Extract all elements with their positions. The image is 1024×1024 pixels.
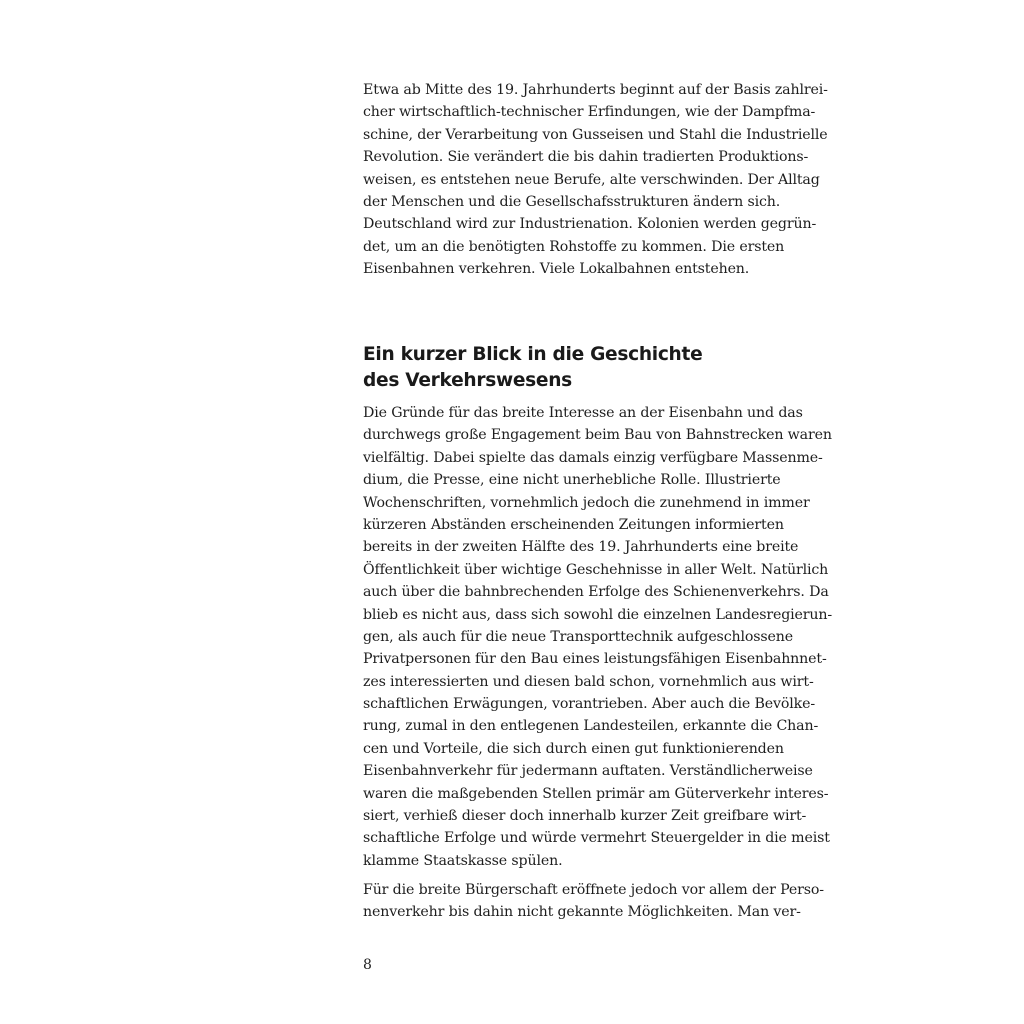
intro-paragraph	[363, 79, 828, 281]
text-line: Eisenbahnverkehr für jedermann auftaten. Verständlicherweise	[363, 763, 813, 780]
text-line: blieb es nicht aus, dass sich sowohl die einzelnen Landesregierun-	[363, 606, 833, 623]
text-line: rung, zumal in den entlegenen Landesteilen, erkannte die Chan-	[363, 718, 819, 735]
text-line: nenverkehr bis dahin nicht gekannte Möglichkeiten. Man ver-	[363, 904, 801, 921]
page-number: 8	[363, 957, 372, 973]
text-line: Eisenbahnen verkehren. Viele Lokalbahnen entstehen.	[363, 261, 750, 278]
text-line: weisen, es entstehen neue Berufe, alte verschwinden. Der Alltag	[363, 171, 820, 188]
text-line: dium, die Presse, eine nicht unerhebliche Rolle. Illustrierte	[363, 472, 781, 489]
text-line: zes interessierten und diesen bald schon, vornehmlich aus wirt-	[363, 673, 814, 690]
heading-line: Ein kurzer Blick in die Geschichte	[363, 344, 703, 365]
section-heading	[363, 342, 793, 394]
text-line: auch über die bahnbrechenden Erfolge des Schienenverkehrs. Da	[363, 584, 829, 601]
text-line: siert, verhieß dieser doch innerhalb kurzer Zeit greifbare wirt-	[363, 808, 807, 825]
text-line: bereits in der zweiten Hälfte des 19. Jahrhunderts eine breite	[363, 539, 799, 556]
text-line: cher wirtschaftlich-technischer Erfindungen, wie der Dampfma-	[363, 104, 816, 121]
text-line: durchwegs große Engagement beim Bau von Bahnstrecken waren	[363, 427, 832, 444]
text-line: cen und Vorteile, die sich durch einen gut funktionierenden	[363, 740, 784, 757]
text-line: kürzeren Abständen erscheinenden Zeitungen informierten	[363, 516, 784, 533]
text-line: vielfältig. Dabei spielte das damals einzig verfügbare Massenme-	[363, 449, 823, 466]
text-line: Etwa ab Mitte des 19. Jahrhunderts beginnt auf der Basis zahlrei-	[363, 82, 828, 98]
heading-line: des Verkehrswesens	[363, 370, 572, 391]
text-line: Für die breite Bürgerschaft eröffnete jedoch vor allem der Perso-	[363, 882, 824, 898]
text-line: det, um an die benötigten Rohstoffe zu kommen. Die ersten	[363, 238, 785, 255]
text-line: schine, der Verarbeitung von Gusseisen und Stahl die Industrielle	[363, 126, 828, 143]
body-paragraph-passenger-traffic	[363, 879, 824, 924]
text-line: Die Gründe für das breite Interesse an der Eisenbahn und das	[363, 405, 803, 421]
text-line: gen, als auch für die neue Transporttechnik aufgeschlossene	[363, 628, 793, 645]
text-line: waren die maßgebenden Stellen primär am Güterverkehr interes-	[363, 785, 829, 802]
text-line: Öffentlichkeit über wichtige Geschehnisse in aller Welt. Natürlich	[363, 561, 829, 578]
text-line: klamme Staatskasse spülen.	[363, 852, 563, 869]
text-line: Revolution. Sie verändert die bis dahin tradierten Produktions-	[363, 149, 809, 166]
text-line: schaftlichen Erwägungen, vorantrieben. Aber auch die Bevölke-	[363, 696, 815, 713]
text-line: schaftliche Erfolge und würde vermehrt Steuergelder in die meist	[363, 830, 830, 847]
text-line: Wochenschriften, vornehmlich jedoch die zunehmend in immer	[363, 494, 810, 511]
text-line: Privatpersonen für den Bau eines leistungsfähigen Eisenbahnnet-	[363, 651, 827, 668]
body-paragraph-history	[363, 402, 833, 872]
text-line: der Menschen und die Gesellschafsstrukturen ändern sich.	[363, 193, 781, 210]
text-line: Deutschland wird zur Industrienation. Kolonien werden gegrün-	[363, 216, 817, 233]
